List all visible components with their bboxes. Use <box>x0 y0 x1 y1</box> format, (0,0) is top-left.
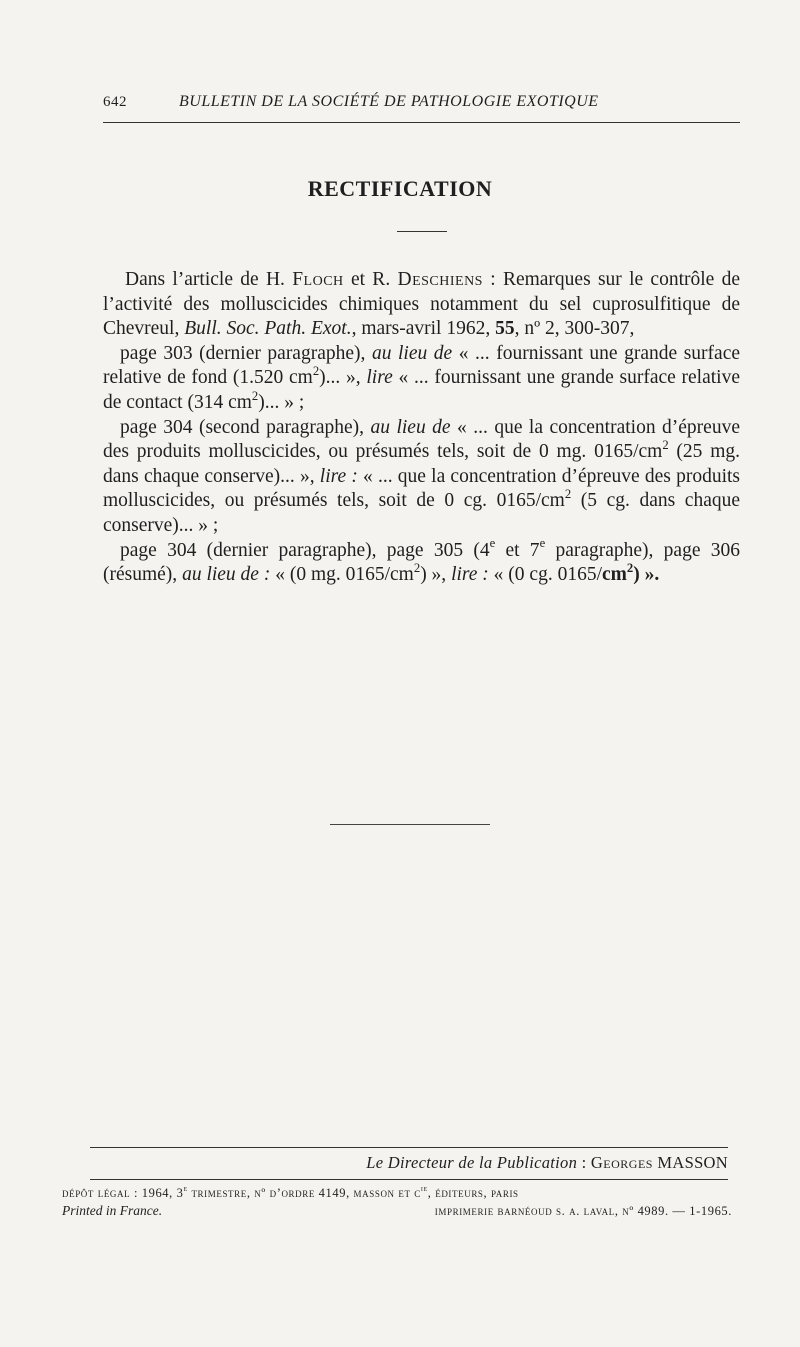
legal-deposit-line: dépôt légal : 1964, 3e trimestre, nº d’ordre 4149, masson et $c^{ie}$, éditeurs, paris <box>62 1184 519 1200</box>
article-body <box>103 268 740 588</box>
printer-line: imprimerie barnéoud s. a. laval, nº 4989. — 1-1965. <box>434 1204 732 1218</box>
author-deschiens: Deschiens <box>397 269 483 290</box>
correction-entry-3: page 304 (dernier paragraphe), page 305 (4e et 7e paragraphe), page 306 (résumé), au lieu de : « (0 mg. $0165/cm^2$) », lire : « (0 cg. $0165/cm^2$) ». <box>103 536 740 586</box>
journal-name: Bull. Soc. Path. Exot. <box>184 318 352 340</box>
title-rule <box>397 231 447 232</box>
publication-director: Le Directeur de la Publication : Georges MASSON <box>366 1153 728 1172</box>
intro-paragraph: Dans l’article de H. Floch et R. Deschiens : Remarques sur le contrôle de l’activité des molluscicides chimiques notamment du sel cuprosulfitique de Chevreul, Bull. Soc. Path. Exot., mars-avril 1962, 55, nº 2, 300-307, <box>103 269 741 340</box>
article-title: RECTIFICATION <box>307 176 493 201</box>
footer-rule-top <box>90 1147 728 1148</box>
correction-entry-2: page 304 (second paragraphe), au lieu de « ... que la concentration d’épreuve des produits molluscicides, ou présumés tels, soit de 0 mg. $0165/cm^2$ (25 mg. dans chaque conserve)... », lire : « ... que la concentration d’épreuve des produits molluscicides, ou présumés tels, soit de 0 cg. $0165/cm^2$ (5 cg. dans chaque conserve)... » ; <box>103 416 740 536</box>
page-number: 642 <box>103 94 127 110</box>
correction-entry-1: page 303 (dernier paragraphe), au lieu de « ... fournissant une grande surface relative de fond (1.520 $cm^2$)... », lire « ... fournissant une grande surface relative de contact (314 $cm^2$)... » ; <box>103 342 740 413</box>
running-title: BULLETIN DE LA SOCIÉTÉ DE PATHOLOGIE EXOTIQUE <box>179 93 599 110</box>
header-rule <box>103 122 740 123</box>
author-floch: Floch <box>292 269 344 290</box>
end-rule <box>330 824 490 825</box>
footer-rule-bottom <box>90 1179 728 1180</box>
volume-number: 55 <box>495 318 515 340</box>
printed-in-france: Printed in France. <box>62 1203 163 1218</box>
